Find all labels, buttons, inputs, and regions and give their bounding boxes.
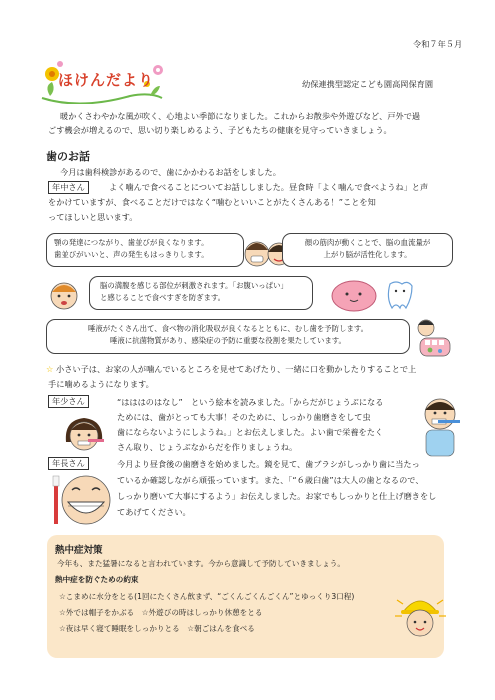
benefit-bubble-fullness: [89, 276, 313, 310]
nencho-line-3: しっかり磨いて大事にするよう」お伝えしました。お家でもしっかりと仕上げ磨きをし: [117, 491, 437, 501]
heatstroke-subheading: 熱中症を防ぐための約束: [55, 575, 139, 584]
nenchu-line-1: よく噛んで食べることについてお話ししました。昼食時「よく噛んで食べようね」と声: [109, 182, 429, 192]
nensho-line-1: “はははのはなし” という絵本を読みました。「からだがじょうぶになる: [117, 397, 384, 407]
thinking-child-illustration: [47, 276, 81, 316]
child-thinking-icon: [47, 276, 81, 316]
girl-face-icon: [60, 412, 110, 458]
note-star-icon: ☆: [46, 364, 54, 374]
benefit-saliva-line-2: 唾液に抗菌物質があり、感染症の予防に重要な役割を果たしています。: [110, 336, 346, 345]
benefit-bubble-saliva: [46, 319, 410, 354]
note-line-1: 小さい子は、お家の人が噛んでいるところを見せてあげたり、一緒に口を動かしたりすることで上: [56, 364, 417, 374]
intro-line-2: ごす機会が増えるので、思い切り楽しめるよう、子どもたちの健康を見守っていきましょう。: [48, 125, 392, 135]
nensho-line-4: さん取り、じょうぶなからだを作りましょうね。: [117, 442, 298, 452]
heatstroke-heading: 熱中症対策: [55, 545, 103, 556]
smile-toothbrush-icon: [52, 470, 112, 528]
heatstroke-intro: 今年も、また猛暑になると言われています。今から意識して予防していきましょう。: [57, 559, 345, 568]
benefit-jaw-line-1: 顎の発達につながり、歯並びが良くなります。: [54, 238, 209, 247]
nensho-line-3: 歯にならないようにしようね。」とお伝えしました。よい歯で栄養をたく: [117, 427, 384, 437]
benefit-brain-line-2: 上がり脳が活性化します。: [323, 250, 412, 259]
newsletter-title: ほけんだより: [58, 71, 155, 89]
child-with-hat-illustration: [393, 590, 448, 642]
nencho-line-2: ているか確認しながら頑張っています。また、「“６歳臼歯”は大人の歯となるので、: [117, 475, 424, 485]
boy-brushing-illustration: [418, 394, 464, 458]
nenchu-line-3: ってほしいと思います。: [48, 212, 138, 222]
boy-toothbrush-icon: [418, 394, 464, 458]
heatstroke-tip-2: ☆外では帽子をかぶる ☆外遊びの時はしっかり休憩をとる: [59, 608, 263, 617]
school-name: 幼保連携型認定こども園高岡保育園: [302, 79, 434, 89]
stomach-icon: [330, 276, 420, 314]
smiling-face-illustration: [52, 470, 112, 528]
benefit-saliva-line-1: 唾液がたくさん出て、食べ物の消化吸収が良くなるとともに、むし歯を予防します。: [87, 324, 369, 333]
heatstroke-box: [47, 535, 444, 658]
stomach-tooth-illustration: [330, 276, 420, 314]
benefit-brain-line-1: 顔の筋肉が動くことで、脳の血流量が: [304, 238, 431, 247]
heatstroke-tip-3: ☆夜は早く寝て睡眠をしっかりとる ☆朝ごはんを食べる: [59, 624, 255, 633]
nensho-tag: 年少さん: [48, 395, 89, 408]
mouth-bacteria-illustration: [414, 316, 454, 360]
benefit-fullness-line-2: と感じることで食べすぎを防ぎます。: [100, 293, 226, 302]
benefit-jaw-line-2: 歯並びがいいと、声の発生もはっきりします。: [54, 250, 209, 259]
girl-brushing-illustration: [60, 412, 110, 458]
teeth-heading: 歯のお話: [46, 150, 90, 163]
teeth-lead: 今月は歯科検診があるので、歯にかかわるお話をしました。: [60, 167, 281, 177]
nensho-line-2: ためには、歯がとっても大事！そのために、しっかり歯磨きをして虫: [117, 412, 371, 422]
nencho-line-4: てあげてください。: [117, 507, 191, 517]
benefit-bubble-brain: [282, 233, 453, 267]
sun-hat-child-icon: [393, 590, 448, 642]
issue-date: 令和７年５月: [413, 39, 463, 49]
nenchu-tag: 年中さん: [48, 181, 89, 194]
benefit-bubble-jaw: [46, 233, 244, 267]
mouth-icon: [414, 316, 454, 360]
intro-line-1: 暖かくさわやかな風が吹く、心地よい季節になりました。これからお散歩や外遊びなど、戸外で過: [60, 111, 421, 121]
note-line-2: 手に噛めるようになります。: [48, 379, 154, 389]
nencho-line-1: 今月より昼食後の歯磨きを始めました。鏡を見て、歯ブラシがしっかり歯に当たっ: [117, 459, 420, 469]
heatstroke-tip-1: ☆こまめに水分をとる(1回にたくさん飲まず、“ごくんごくんごくん”とゆっくり3口程): [59, 592, 355, 601]
nenchu-line-2: をかけていますが、食べることだけではなく“噛むといいことがたくさんある！”ことを知: [48, 197, 376, 207]
nencho-tag: 年長さん: [48, 457, 89, 470]
benefit-fullness-line-1: 脳の満腹を感じる部位が刺激されます。「お腹いっぱい」: [100, 281, 288, 290]
